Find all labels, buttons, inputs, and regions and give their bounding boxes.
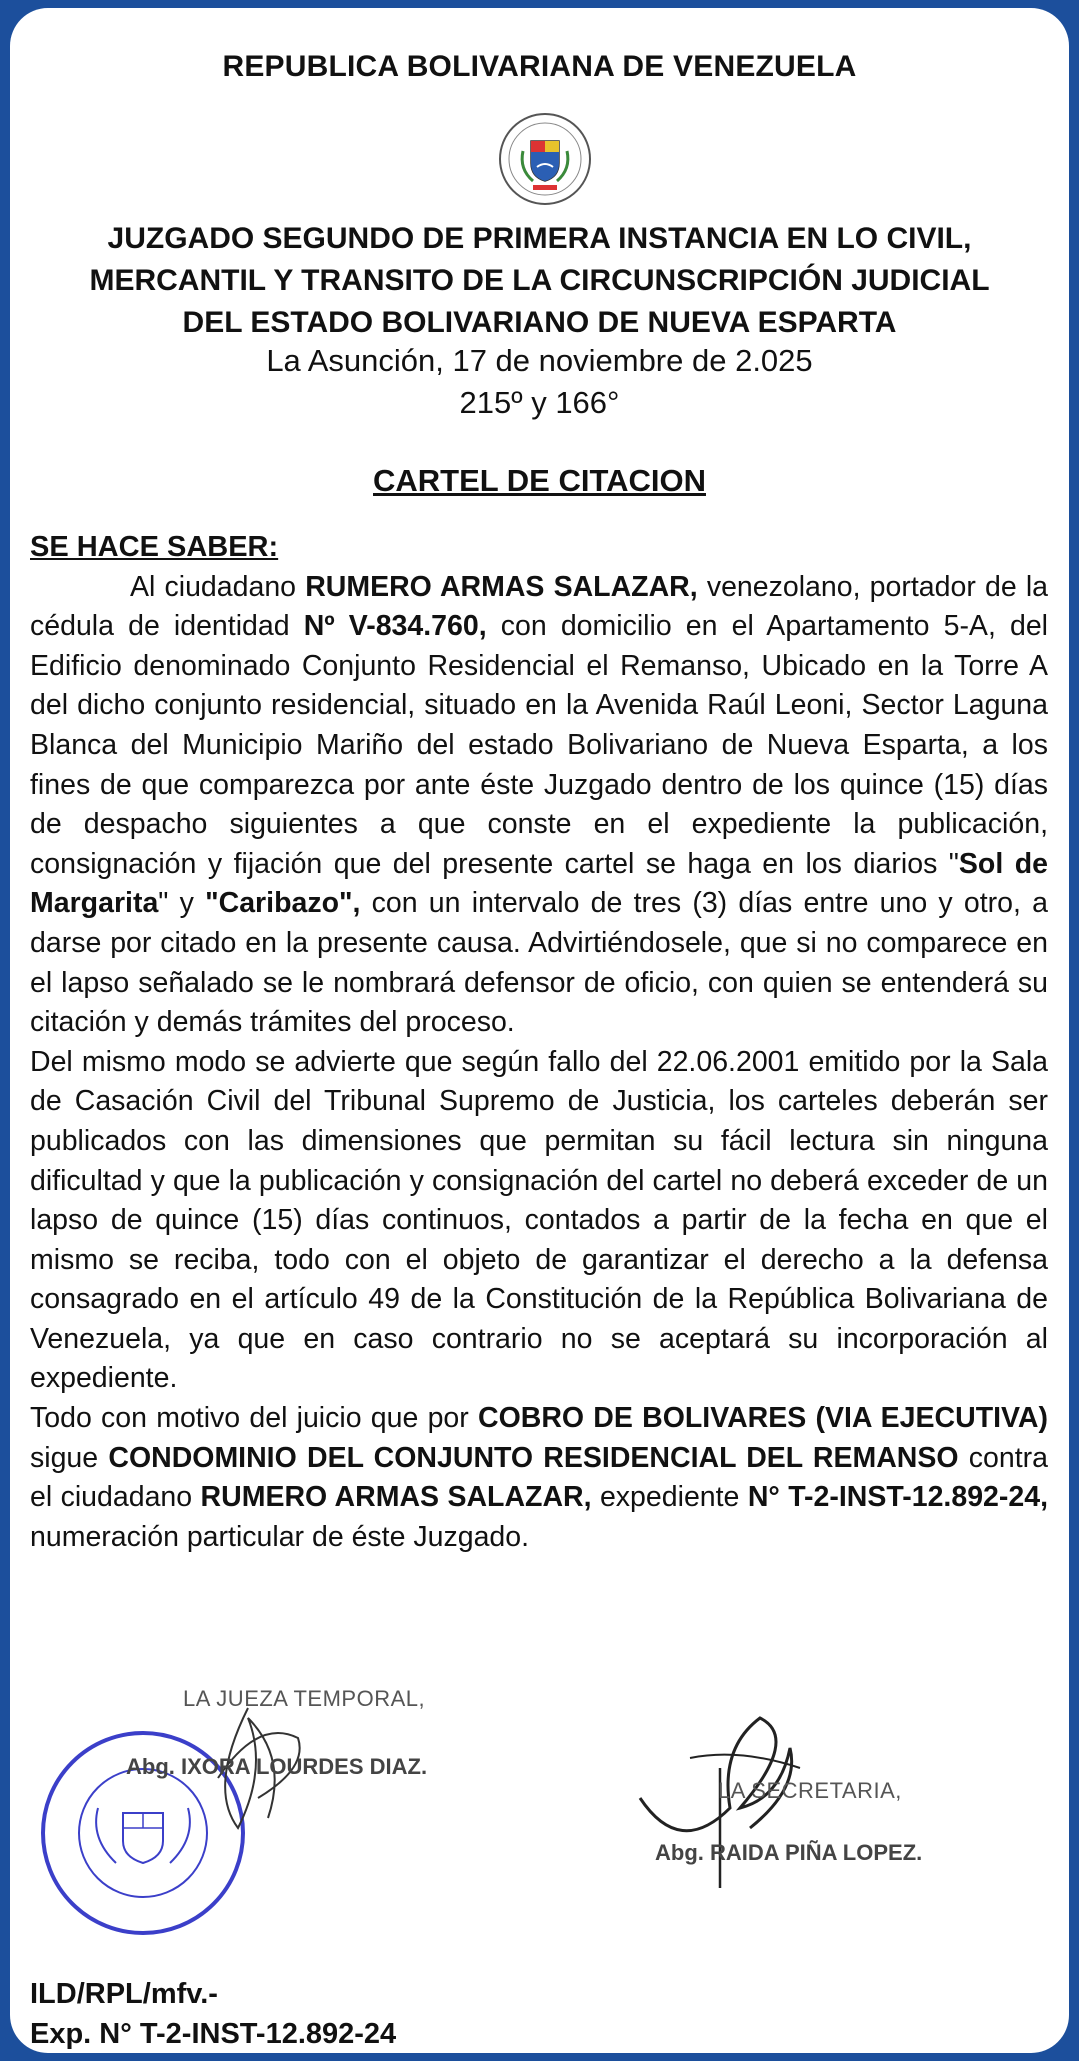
paragraph-ruling: Del mismo modo se advierte que según fallo del 22.06.2001 emitido por la Sala de Casación Civil del Tribunal Supremo de Justicia, los carteles deberán ser publicados con las dimensiones que permitan su fácil lectura sin ninguna dificultad y que la publicación y consignación del cartel no deberá exceder de un lapso de quince (15) días continuos, contados a partir de la fecha en que el mismo se reciba, todo con el objeto de garantizar el derecho a la defensa consagrado en el artículo 49 de la Constitución de la República Bolivariana de Venezuela, ya que en caso contrario no se aceptará su incorporación al expediente. bbox=[30, 1045, 1048, 1395]
paragraph-summons: Al ciudadano RUMERO ARMAS SALAZAR, venezolano, portador de la cédula de identidad Nº V-834.760, con domicilio en el Apartamento 5-A, del Edificio denominado Conjunto Residencial el Remanso, Ubicado en la Torre A del dicho conjunto residencial, situado en la Avenida Raúl Leoni, Sector Laguna Blanca del Municipio Mariño del estado Bolivariano de Nueva Esparta, a los fines de que comparezca por ante éste Juzgado dentro de los quince (15) días de despacho siguientes a que conste en el expediente la publicación, consignación y fijación que del presente cartel se haga en los diarios "Sol de Margarita" y "Caribazo", con un intervalo de tres (3) días entre uno y otro, a darse por citado en la presente causa. Advirtiéndosele, que si no comparece en el lapso señalado se le nombrará defensor de oficio, con quien se entenderá su citación y demás trámites del proceso. bbox=[30, 570, 1049, 1039]
secretary-title: LA SECRETARIA, bbox=[718, 1778, 902, 1803]
place-date: La Asunción, 17 de noviembre de 2.025 bbox=[266, 343, 813, 378]
place-date-block bbox=[10, 340, 1069, 424]
notice-card bbox=[10, 8, 1069, 2053]
newspaper-1: Sol de Margarita bbox=[30, 847, 1048, 920]
footer-file: Exp. N° T-2-INST-12.892-24 bbox=[30, 2018, 397, 2050]
secretary-name: Abg. RAIDA PIÑA LOPEZ. bbox=[655, 1840, 923, 1865]
paragraph-case: Todo con motivo del juicio que por COBRO DE BOLIVARES (VIA EJECUTIVA) sigue CONDOMINIO DEL CONJUNTO RESIDENCIAL DEL REMANSO contra el ciudadano RUMERO ARMAS SALAZAR, expediente N° T-2-INST-12.892-24, numeración particular de éste Juzgado. bbox=[30, 1402, 1049, 1553]
footer-initials: ILD/RPL/mfv.- bbox=[30, 1978, 218, 2010]
defendant-name: RUMERO ARMAS SALAZAR, bbox=[305, 570, 698, 603]
plaintiff: CONDOMINIO DEL CONJUNTO RESIDENCIAL DEL REMANSO bbox=[108, 1441, 959, 1474]
years: 215º y 166° bbox=[459, 385, 620, 420]
id-number: Nº V-834.760, bbox=[303, 610, 487, 643]
judge-title: LA JUEZA TEMPORAL, bbox=[183, 1686, 426, 1711]
court-stamp-icon bbox=[38, 1688, 458, 1948]
court-line: JUZGADO SEGUNDO DE PRIMERA INSTANCIA EN LO CIVIL, bbox=[107, 222, 972, 255]
case-type: COBRO DE BOLIVARES (VIA EJECUTIVA) bbox=[478, 1402, 1048, 1435]
court-line: DEL ESTADO BOLIVARIANO DE NUEVA ESPARTA bbox=[182, 306, 897, 339]
judge-signature-block bbox=[38, 1688, 458, 1948]
document-title: CARTEL DE CITACION bbox=[373, 463, 706, 498]
coat-of-arms-seal-icon bbox=[497, 111, 593, 207]
footer bbox=[30, 1974, 396, 2053]
notice-heading: SE HACE SABER: bbox=[30, 531, 279, 563]
judge-name: Abg. IXORA LOURDES DIAZ. bbox=[126, 1754, 428, 1779]
court-line: MERCANTIL Y TRANSITO DE LA CIRCUNSCRIPCIÓN JUDICIAL bbox=[89, 264, 990, 297]
court-name bbox=[10, 218, 1069, 344]
secretary-signature-block bbox=[650, 1728, 1050, 1928]
country-heading: REPUBLICA BOLIVARIANA DE VENEZUELA bbox=[222, 50, 857, 83]
notice-body bbox=[30, 528, 1048, 1557]
defendant-name: RUMERO ARMAS SALAZAR, bbox=[200, 1481, 592, 1514]
newspaper-2: "Caribazo", bbox=[205, 887, 361, 920]
file-number: N° T-2-INST-12.892-24, bbox=[747, 1481, 1049, 1514]
